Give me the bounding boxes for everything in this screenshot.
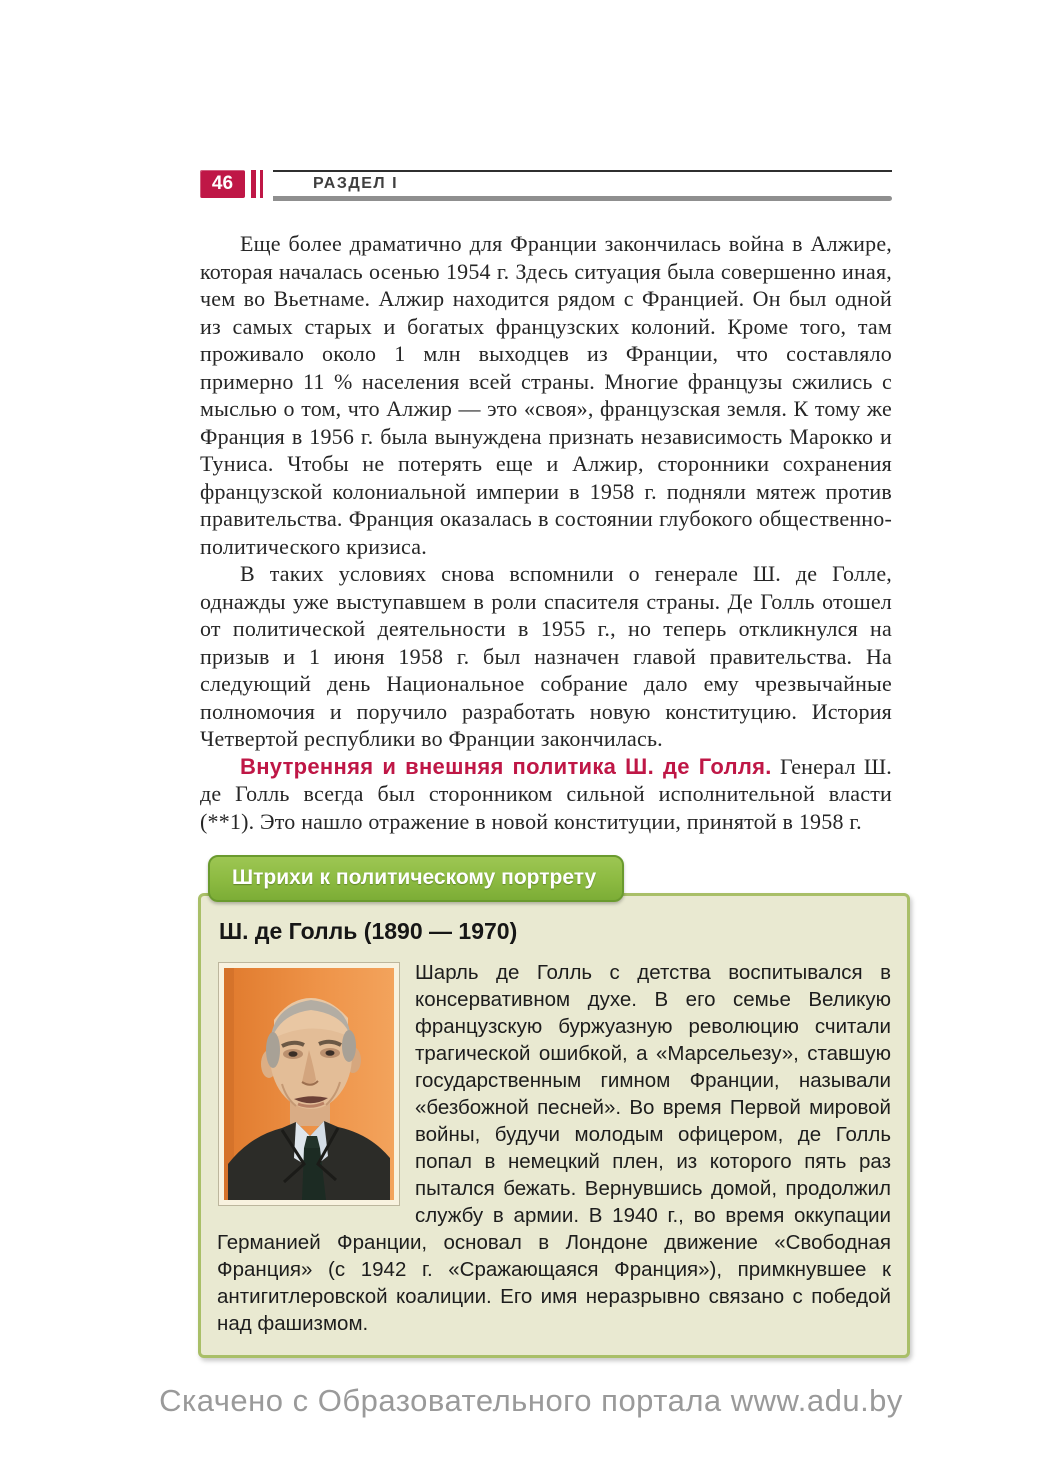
header-bottom-line [273,196,892,201]
section-label: РАЗДЕЛ I [313,175,399,192]
download-watermark: Скачено с Образовательного портала www.adu.by [159,1383,903,1418]
political-portrait-box [198,855,910,1358]
header-rule [273,170,892,201]
de-gaulle-portrait-photo [219,963,399,1205]
portrait-box-body [198,893,910,1358]
header-accent-bars [251,170,263,198]
portrait-box-tab: Штрихи к политическому портрету [208,855,624,902]
article-body [200,230,892,835]
de-gaulle-portrait-drawing [224,968,394,1200]
paragraph-policy [200,753,892,836]
portrait-heading: Ш. де Голль (1890 — 1970) [219,918,518,944]
portrait-biography-text: Шарль де Голль с детства воспитывался в консервативном духе. В его семье Великую французскую буржуазную революцию считали трагической ошибкой, а «Марсельезу», ставшую государственным гимном Франции, называли «безбожной песней». Во время Первой мировой войны, будучи молодым офицером, де Голль попал в немецкий плен, из которого пять раз пытался бежать. Вернувшись домой, продолжил службу в армии. В 1940 г., во время оккупации Германией Франции, основал в Лондоне движение «Свободная Франция» (с 1942 г. «Сражающаяся Франция»), примкнувшее к антигитлеровской коалиции. Его имя неразрывно связано с победой над фашизмом. [217,961,891,1335]
page-number-badge: 46 [200,170,245,198]
policy-run-in-text: Генерал Ш. де Голль всегда был сторонником сильной исполнительной власти (**1). Это нашло отражение в новой конституции, принятой в 1958 г. [200,753,892,834]
page-header [200,170,892,201]
policy-run-in-heading: Внутренняя и внешняя политика Ш. де Голля. [240,753,772,779]
paragraph-algeria: Еще более драматично для Франции закончилась война в Алжире, которая началась осенью 1954 г. Здесь ситуация была совершенно иная, чем во Вьетнаме. Алжир находится рядом с Францией. Он был одной из самых старых и богатых французских колоний. Кроме того, там проживало около 1 млн выходцев из Франции, что составляло примерно 11 % населения всей страны. Многие французы сжились с мыслью о том, что Алжир — это «своя», французская земля. К тому же Франция в 1956 г. была вынуждена признать независимость Марокко и Туниса. Чтобы не потерять еще и Алжир, сторонники сохранения французской колониальной империи в 1958 г. подняли мятеж против правительства. Франция оказалась в состоянии глубокого общественно-политического кризиса. [200,231,892,559]
paragraph-de-gaulle-return: В таких условиях снова вспомнили о генерале Ш. де Голле, однажды уже выступавшем в роли спасителя страны. Де Голль отошел от политической деятельности в 1955 г., но теперь откликнулся на призыв и 1 июня 1958 г. был назначен главой правительства. На следующий день Национальное собрание дало ему чрезвычайные полномочия и поручило разработать новую конституцию. История Четвертой республики во Франции закончилась. [200,561,892,751]
